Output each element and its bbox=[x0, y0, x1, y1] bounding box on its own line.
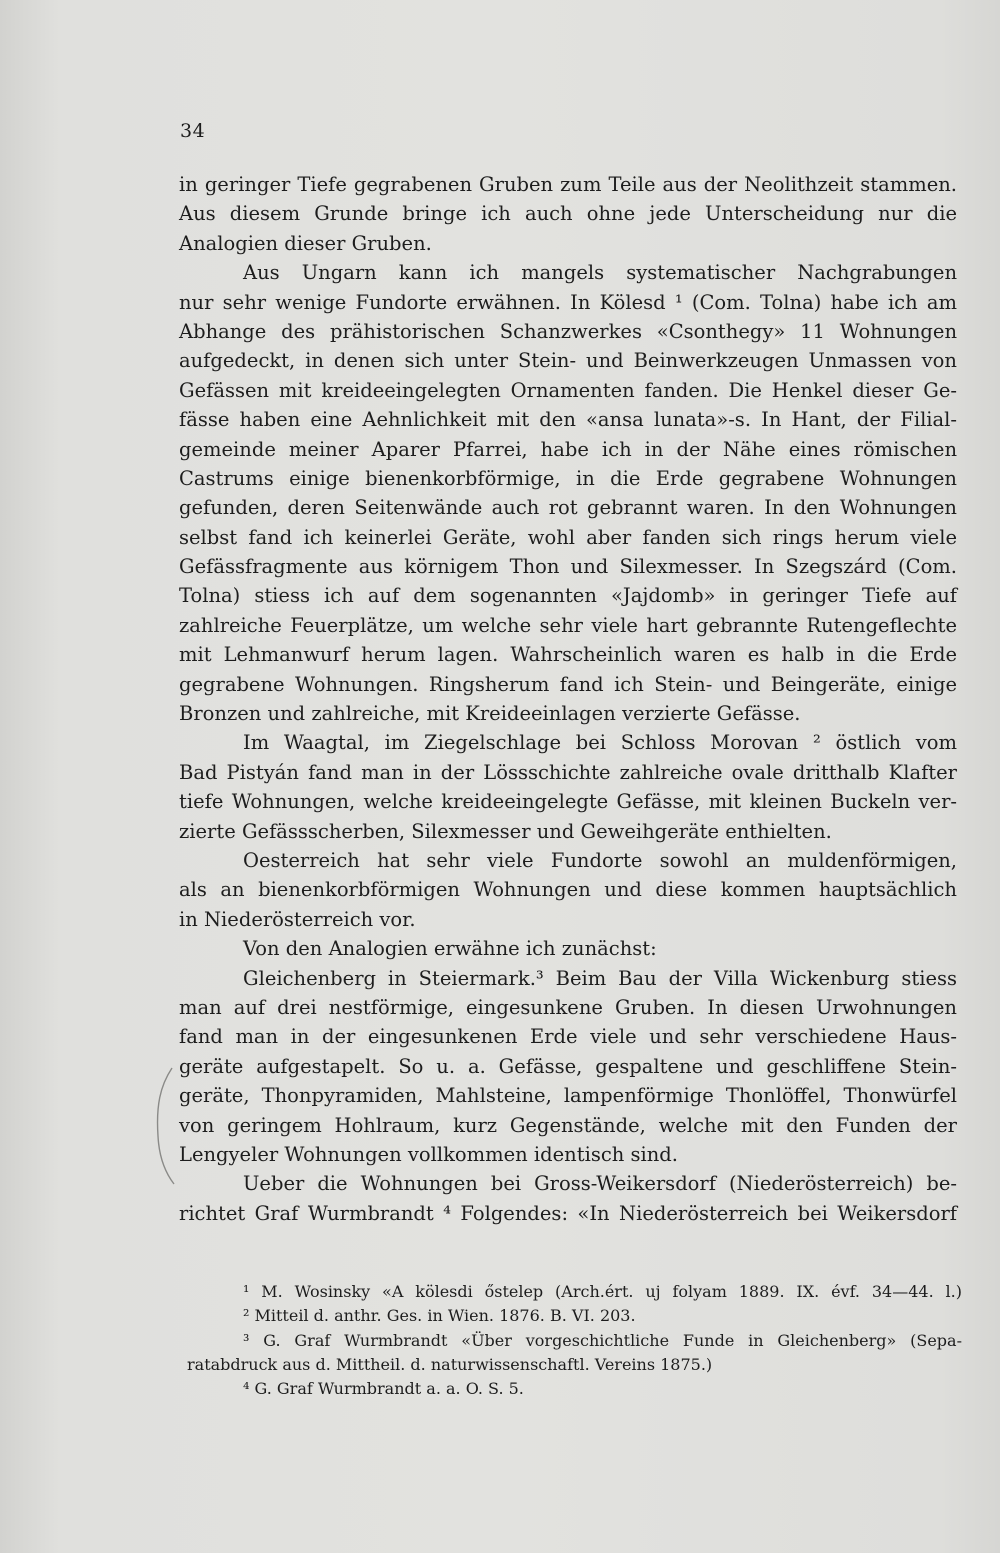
footnote-line: ¹ M. Wosinsky «A kölesdi őstelep (Arch.ért. uj folyam 1889. IX. évf. 34—44. l.) bbox=[243, 1282, 962, 1301]
text-line: fässe haben eine Aehnlichkeit mit den «ansa lunata»-s. In Hant, der Filial- bbox=[179, 408, 957, 432]
text-line: Bad Pistyán fand man in der Lössschichte zahlreiche ovale dritthalb Klafter bbox=[179, 760, 957, 784]
text-line: Analogien dieser Gruben. bbox=[179, 231, 432, 255]
text-line: fand man in der eingesunkenen Erde viele und sehr verschiedene Haus- bbox=[179, 1025, 957, 1049]
footnotes bbox=[187, 1280, 962, 1401]
text-line: selbst fand ich keinerlei Geräte, wohl aber fanden sich rings herum viele bbox=[179, 525, 957, 549]
text-line: geräte aufgestapelt. So u. a. Gefässe, gespaltene und geschliffene Stein- bbox=[179, 1054, 957, 1078]
text-line: gemeinde meiner Aparer Pfarrei, habe ich in der Nähe eines römischen bbox=[179, 437, 957, 461]
text-line: in Niederösterreich vor. bbox=[179, 907, 416, 931]
text-line: richtet Graf Wurmbrandt ⁴ Folgendes: «In Niederösterreich bei Weikersdorf bbox=[179, 1201, 957, 1225]
text-line: Gefässen mit kreideeingelegten Ornamenten fanden. Die Henkel dieser Ge- bbox=[179, 378, 957, 402]
text-line: zahlreiche Feuerplätze, um welche sehr viele hart gebrannte Rutengeflechte bbox=[179, 613, 957, 637]
text-line: nur sehr wenige Fundorte erwähnen. In Kölesd ¹ (Com. Tolna) habe ich am bbox=[179, 290, 957, 314]
text-line: gegrabene Wohnungen. Ringsherum fand ich Stein- und Beingeräte, einige bbox=[179, 672, 957, 696]
text-line: zierte Gefässscherben, Silexmesser und Geweihgeräte enthielten. bbox=[179, 819, 832, 843]
text-line: mit Lehmanwurf herum lagen. Wahrscheinlich waren es halb in die Erde bbox=[179, 643, 957, 667]
text-line: Oesterreich hat sehr viele Fundorte sowohl an muldenförmigen, bbox=[243, 848, 957, 872]
text-line: Abhange des prähistorischen Schanzwerkes «Csonthegy» 11 Wohnungen bbox=[179, 319, 957, 343]
text-line: Gefässfragmente aus körnigem Thon und Silexmesser. In Szegszárd (Com. bbox=[179, 555, 957, 579]
text-line: als an bienenkorbförmigen Wohnungen und diese kommen hauptsächlich bbox=[179, 878, 957, 902]
text-line: Lengyeler Wohnungen vollkommen identisch sind. bbox=[179, 1142, 678, 1166]
text-line: Bronzen und zahlreiche, mit Kreideeinlagen verzierte Gefässe. bbox=[179, 702, 801, 726]
text-line: Gleichenberg in Steiermark.³ Beim Bau der Villa Wickenburg stiess bbox=[243, 966, 957, 990]
footnote-line: ³ G. Graf Wurmbrandt «Über vorgeschichtliche Funde in Gleichenberg» (Sepa- bbox=[243, 1330, 962, 1350]
text-line: man auf drei nestförmige, eingesunkene Gruben. In diesen Urwohnungen bbox=[179, 995, 957, 1019]
footnote-line: ⁴ G. Graf Wurmbrandt a. a. O. S. 5. bbox=[243, 1379, 524, 1399]
text-line: tiefe Wohnungen, welche kreideeingelegte Gefässe, mit kleinen Buckeln ver- bbox=[179, 790, 957, 814]
text-line: Aus diesem Grunde bringe ich auch ohne jede Unterscheidung nur die bbox=[179, 202, 957, 226]
text-line: von geringem Hohlraum, kurz Gegenstände, welche mit den Funden der bbox=[179, 1113, 957, 1137]
text-line: gefunden, deren Seitenwände auch rot gebrannt waren. In den Wohnungen bbox=[179, 496, 957, 520]
footnote-line: ratabdruck aus d. Mittheil. d. naturwissenschaftl. Vereins 1875.) bbox=[187, 1354, 713, 1374]
text-line: Ueber die Wohnungen bei Gross-Weikersdorf (Niederösterreich) be- bbox=[243, 1172, 957, 1196]
body-text bbox=[179, 170, 957, 1228]
text-line: Von den Analogien erwähne ich zunächst: bbox=[243, 937, 657, 961]
text-line: in geringer Tiefe gegrabenen Gruben zum Teile aus der Neolithzeit stammen. bbox=[179, 173, 957, 196]
text-line: Im Waagtal, im Ziegelschlage bei Schloss Morovan ² östlich vom bbox=[243, 731, 957, 755]
text-line: Tolna) stiess ich auf dem sogenannten «Jajdomb» in geringer Tiefe auf bbox=[179, 584, 957, 608]
text-line: Aus Ungarn kann ich mangels systematischer Nachgrabungen bbox=[243, 261, 957, 285]
pencil-margin-mark bbox=[150, 1066, 180, 1186]
page-number: 34 bbox=[180, 120, 206, 142]
footnote-line: ² Mitteil d. anthr. Ges. in Wien. 1876. B. VI. 203. bbox=[243, 1306, 636, 1326]
text-line: Castrums einige bienenkorbförmige, in die Erde gegrabene Wohnungen bbox=[179, 466, 957, 490]
text-line: aufgedeckt, in denen sich unter Stein- und Beinwerkzeugen Unmassen von bbox=[179, 349, 957, 373]
text-line: geräte, Thonpyramiden, Mahlsteine, lampenförmige Thonlöffel, Thonwürfel bbox=[179, 1084, 957, 1108]
